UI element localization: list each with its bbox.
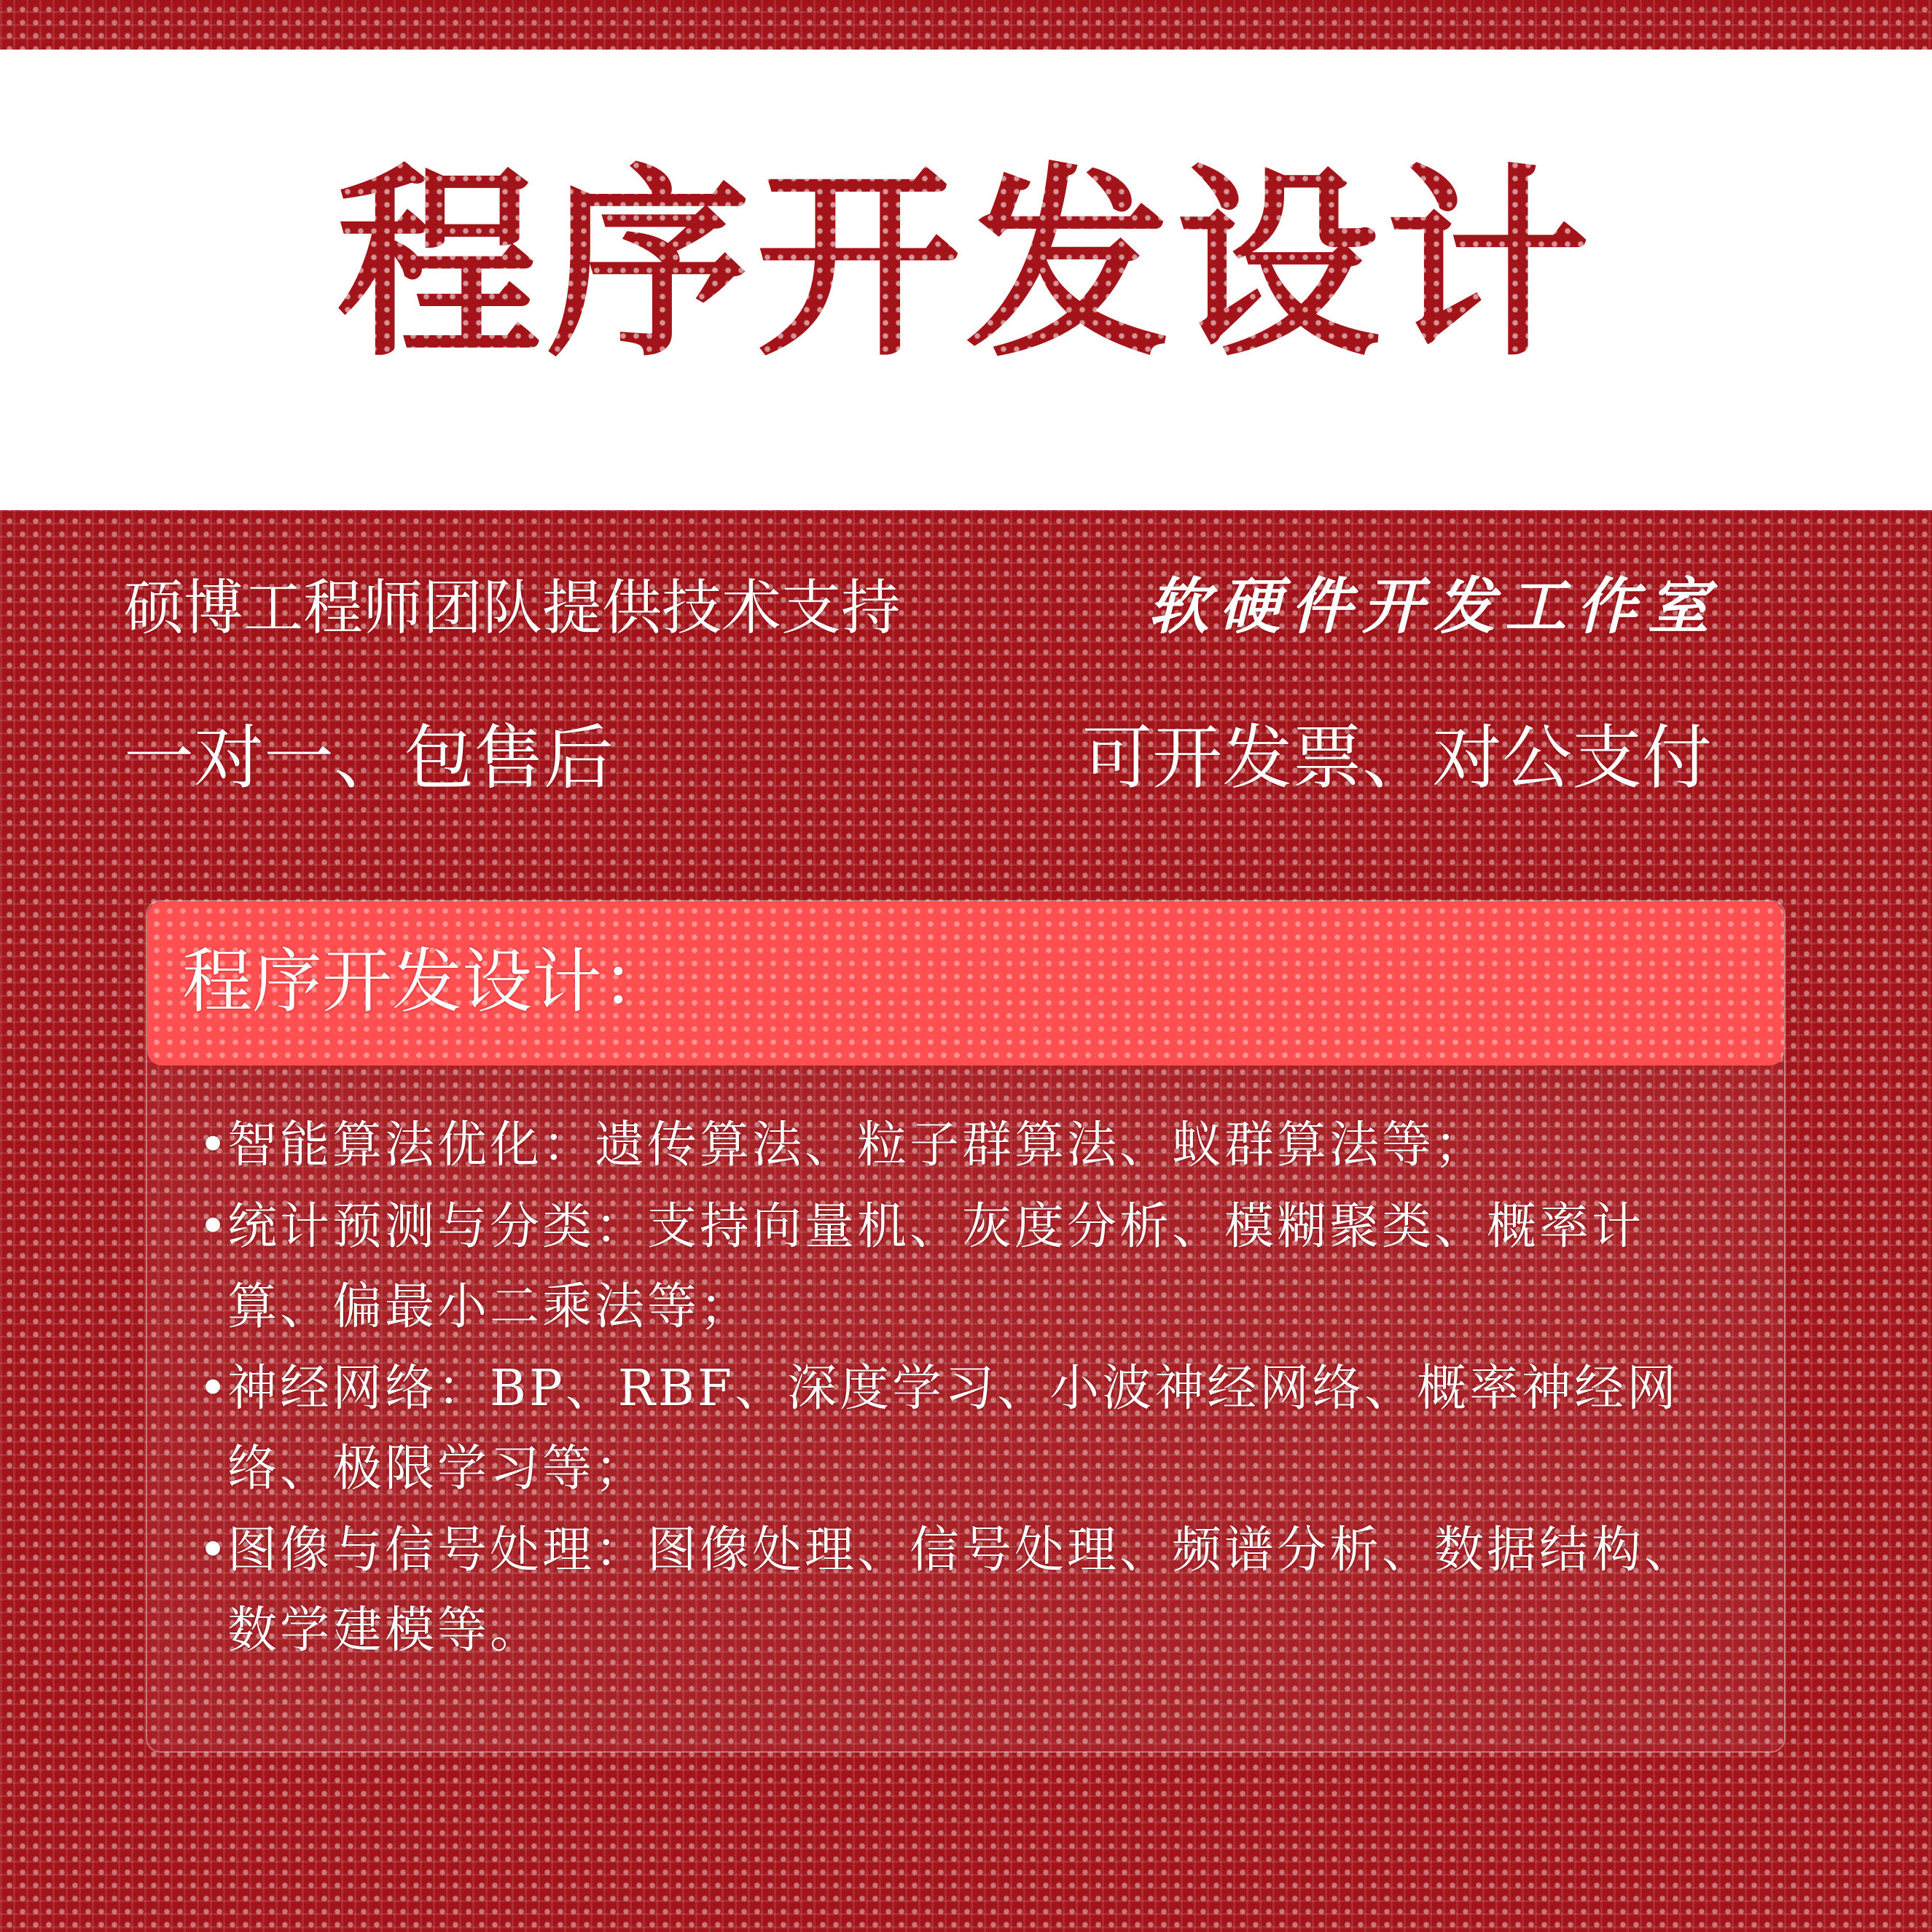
- studio-name: 软硬件开发工作室: [1148, 570, 1720, 642]
- card-header: [147, 902, 1784, 1065]
- list-item: [198, 1106, 1736, 1186]
- list-item-text: 智能算法优化：遗传算法、粒子群算法、蚁群算法等；: [227, 1116, 1487, 1174]
- team-support-text: 硕博工程师团队提供技术支持: [124, 574, 902, 643]
- services-card: [146, 900, 1786, 1753]
- bullet-icon: •: [198, 1198, 231, 1256]
- service-text: 一对一、包售后: [124, 717, 614, 799]
- bullet-icon: •: [198, 1116, 231, 1174]
- list-item: [198, 1349, 1736, 1509]
- list-item: [198, 1511, 1736, 1671]
- bullet-icon: •: [198, 1522, 231, 1579]
- invoice-payment-text: 可开发票、对公支付: [1082, 717, 1712, 799]
- list-item-text: 统计预测与分类：支持向量机、灰度分析、模糊聚类、概率计算、偏最小二乘法等；: [227, 1198, 1645, 1336]
- services-list: [198, 1106, 1736, 1673]
- list-item: [198, 1187, 1736, 1348]
- card-title: 程序开发设计：: [182, 941, 672, 1022]
- bullet-icon: •: [198, 1360, 231, 1417]
- page-title: 程序开发设计: [0, 146, 1932, 386]
- list-item-text: 神经网络：BP、RBF、深度学习、小波神经网络、概率神经网络、极限学习等；: [227, 1360, 1680, 1498]
- list-item-text: 图像与信号处理：图像处理、信号处理、频谱分析、数据结构、数学建模等。: [227, 1522, 1697, 1659]
